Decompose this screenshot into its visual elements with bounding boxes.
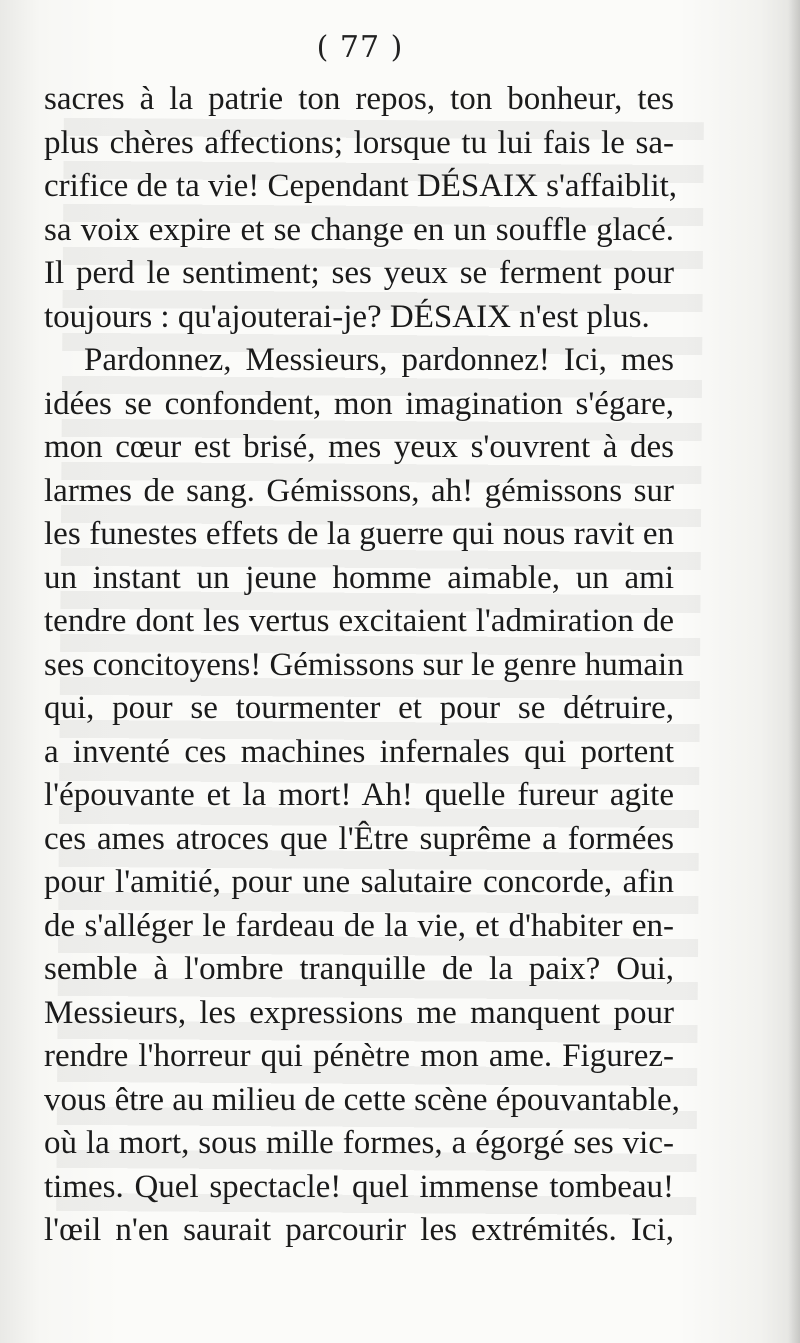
text-line: Pardonnez, Messieurs, pardonnez! Ici, mes: [84, 342, 674, 378]
text-line: ses concitoyens! Gémissons sur le genre humain: [44, 646, 684, 683]
text-line: semble à l'ombre tranquille de la paix? Oui,: [44, 951, 674, 987]
text-line: a inventé ces machines infernales qui portent: [44, 733, 674, 770]
text-line: les funestes effets de la guerre qui nous ravit en: [44, 516, 674, 552]
text-line: Il perd le sentiment; ses yeux se ferment pour: [44, 255, 674, 291]
text-line: larmes de sang. Gémissons, ah! gémissons sur: [44, 472, 674, 509]
page-edge-shadow: [788, 0, 800, 1343]
text-line: l'épouvante et la mort! Ah! quelle fureur agite: [44, 777, 674, 813]
text-line: sa voix expire et se change en un souffle glacé.: [44, 211, 674, 248]
text-line: un instant un jeune homme aimable, un ami: [44, 559, 674, 596]
text-line: toujours : qu'ajouterai-je? DÉSAIX n'est plus.: [44, 298, 650, 335]
text-line: tendre dont les vertus excitaient l'admiration de: [44, 603, 674, 639]
text-line: de s'alléger le fardeau de la vie, et d'habiter en-: [44, 907, 674, 944]
page-number: ( 77 ): [316, 30, 404, 65]
text-line: ces ames atroces que l'Être suprême a formées: [44, 820, 674, 857]
text-line: crifice de ta vie! Cependant DÉSAIX s'affaiblit,: [44, 168, 678, 204]
text-line: vous être au milieu de cette scène épouvantable,: [44, 1081, 680, 1118]
text-line: qui, pour se tourmenter et pour se détruire,: [44, 690, 674, 726]
text-line: où la mort, sous mille formes, a égorgé ses vic-: [44, 1125, 674, 1161]
text-line: Messieurs, les expressions me manquent pour: [44, 994, 674, 1031]
text-line: idées se confondent, mon imagination s'égare,: [44, 385, 674, 422]
text-line: l'œil n'en saurait parcourir les extrémités. Ici,: [44, 1212, 674, 1248]
text-line: mon cœur est brisé, mes yeux s'ouvrent à des: [44, 429, 674, 465]
text-line: rendre l'horreur qui pénètre mon ame. Figurez-: [44, 1038, 674, 1074]
text-line: sacres à la patrie ton repos, ton bonheur, tes: [44, 81, 674, 117]
text-line: pour l'amitié, pour une salutaire concorde, afin: [44, 864, 674, 900]
body-text: [44, 78, 684, 1253]
text-line: times. Quel spectacle! quel immense tombeau!: [44, 1168, 674, 1205]
text-line: plus chères affections; lorsque tu lui fais le sa-: [44, 124, 674, 161]
